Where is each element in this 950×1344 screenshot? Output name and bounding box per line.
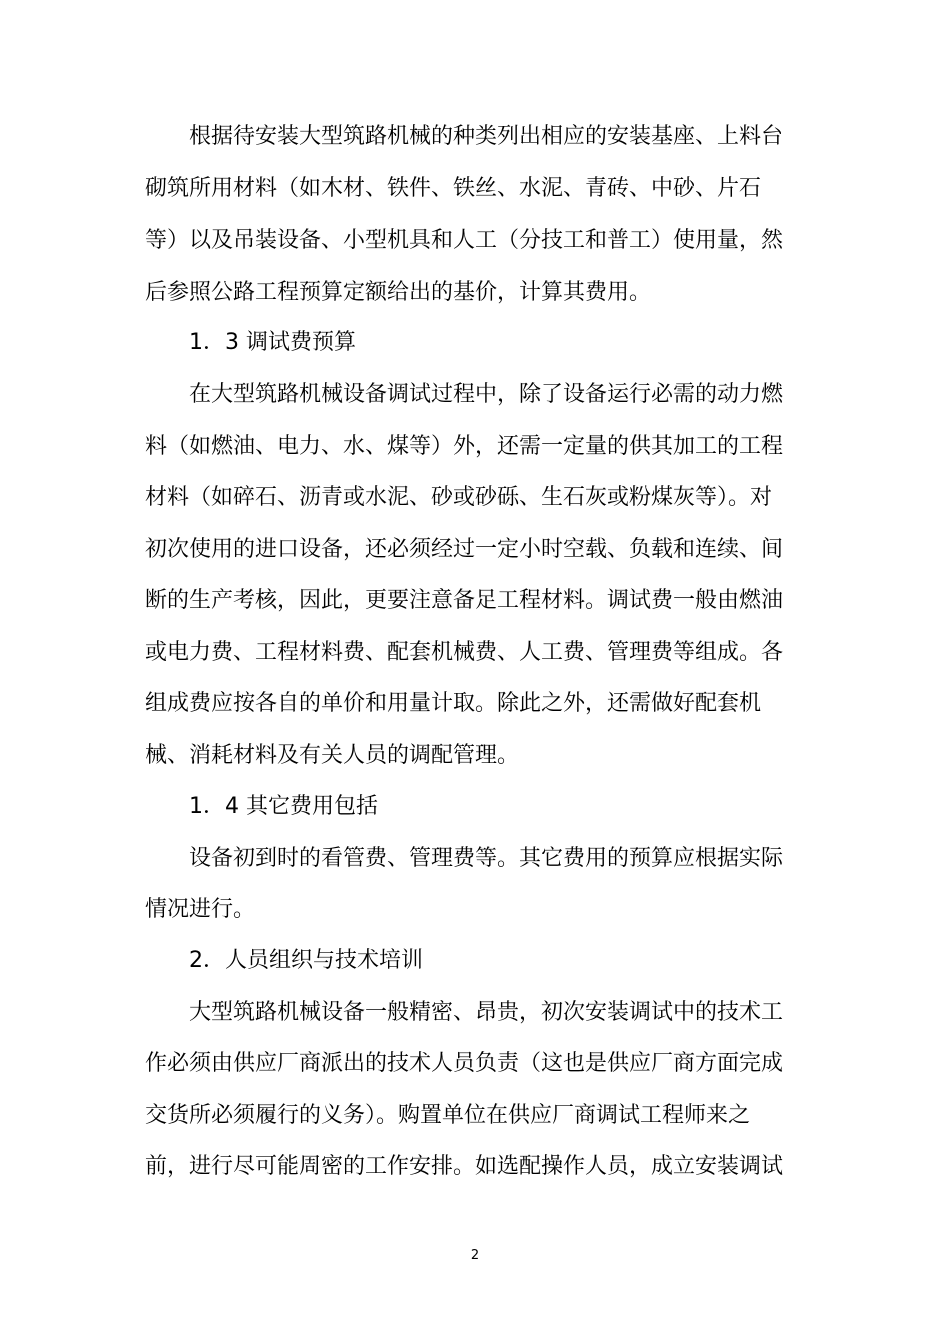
text-line: 后参照公路工程预算定额给出的基价，计算其费用。 bbox=[145, 280, 652, 305]
section-heading: 2．人员组织与技术培训 bbox=[189, 948, 423, 973]
text-line: 在大型筑路机械设备调试过程中，除了设备运行必需的动力燃 bbox=[189, 382, 784, 407]
text-line: 或电力费、工程材料费、配套机械费、人工费、管理费等组成。各 bbox=[145, 640, 784, 665]
page-number: 2 bbox=[470, 1248, 480, 1263]
text-line: 组成费应按各自的单价和用量计取。除此之外，还需做好配套机 bbox=[145, 691, 762, 716]
section-heading: 1．3 调试费预算 bbox=[189, 330, 356, 355]
text-line: 初次使用的进口设备，还必须经过一定小时空载、负载和连续、间 bbox=[145, 537, 784, 562]
text-line: 砌筑所用材料（如木材、铁件、铁丝、水泥、青砖、中砂、片石 bbox=[145, 176, 762, 201]
text-line: 情况进行。 bbox=[145, 897, 256, 922]
text-line: 设备初到时的看管费、管理费等。其它费用的预算应根据实际 bbox=[189, 846, 784, 871]
text-line: 根据待安装大型筑路机械的种类列出相应的安装基座、上料台 bbox=[189, 124, 784, 149]
text-line: 械、消耗材料及有关人员的调配管理。 bbox=[145, 743, 520, 768]
text-line: 作必须由供应厂商派出的技术人员负责（这也是供应厂商方面完成 bbox=[145, 1051, 784, 1076]
text-line: 大型筑路机械设备一般精密、昂贵，初次安装调试中的技术工 bbox=[189, 1000, 784, 1025]
text-line: 断的生产考核，因此，更要注意备足工程材料。调试费一般由燃油 bbox=[145, 588, 784, 613]
text-line: 料（如燃油、电力、水、煤等）外，还需一定量的供其加工的工程 bbox=[145, 434, 784, 459]
text-line: 等）以及吊装设备、小型机具和人工（分技工和普工）使用量，然 bbox=[145, 228, 784, 253]
text-line: 前，进行尽可能周密的工作安排。如选配操作人员，成立安装调试 bbox=[145, 1154, 784, 1179]
text-line: 交货所必须履行的义务）。购置单位在供应厂商调试工程师来之 bbox=[145, 1103, 751, 1128]
text-line: 材料（如碎石、沥青或水泥、砂或砂砾、生石灰或粉煤灰等）。对 bbox=[145, 485, 773, 510]
section-heading: 1．4 其它费用包括 bbox=[189, 794, 378, 819]
